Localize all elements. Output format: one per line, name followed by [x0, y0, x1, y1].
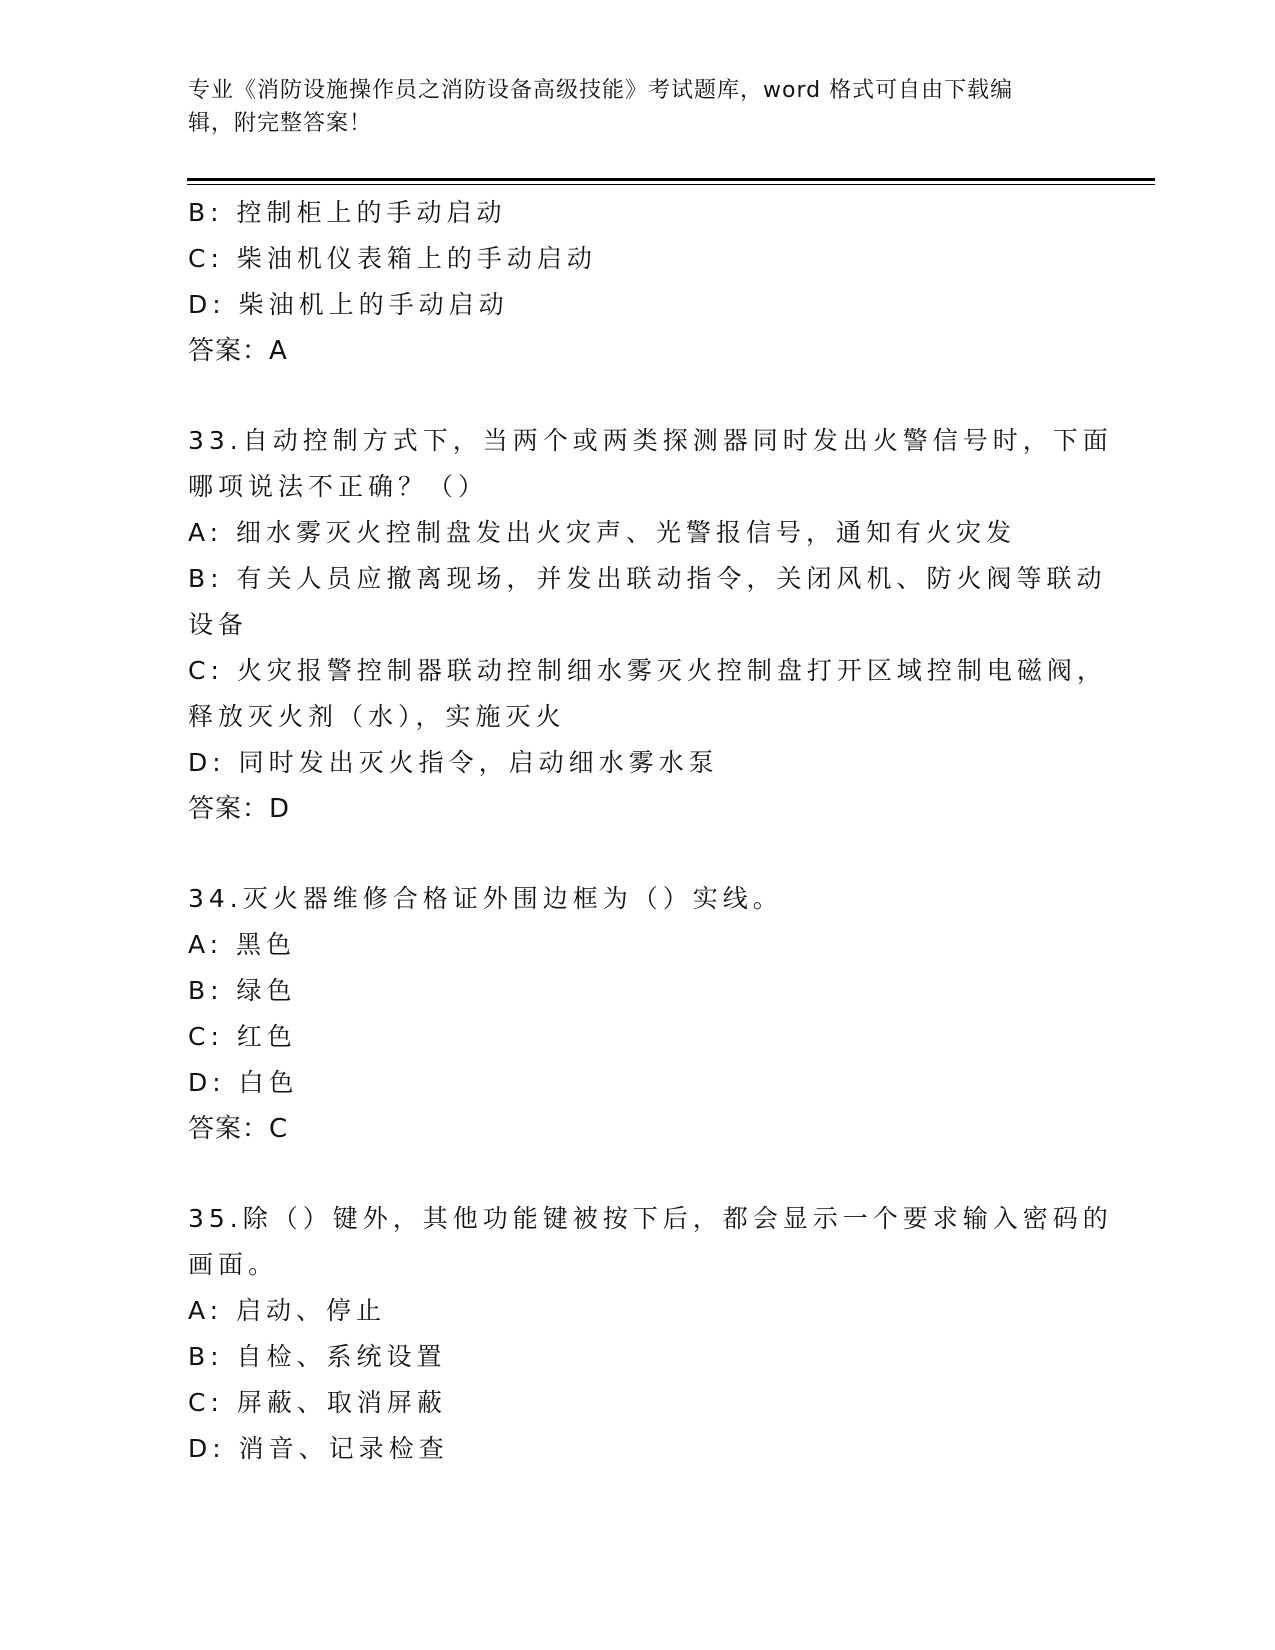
- question-stem-line-2: 哪项说法不正确？（）: [188, 472, 489, 501]
- option-d: D: 柴油机上的手动启动: [188, 290, 509, 319]
- option-a: A: 黑色: [188, 930, 297, 959]
- question-stem-line-2: 画面。: [188, 1250, 279, 1279]
- question-32-continued: [188, 190, 1088, 374]
- header-line-1: 专业《消防设施操作员之消防设备高级技能》考试题库，word 格式可自由下载编: [188, 78, 1014, 103]
- header-rule-thin: [187, 184, 1155, 185]
- option-d: D: 同时发出灭火指令，启动细水雾水泵: [188, 748, 719, 777]
- header-line-2: 辑，附完整答案！: [188, 111, 373, 136]
- question-spacer: [188, 832, 1088, 876]
- option-c: C: 屏蔽、取消屏蔽: [188, 1388, 447, 1417]
- option-d: D: 消音、记录检查: [188, 1434, 449, 1463]
- question-stem-line-1: 35.除（）键外，其他功能键被按下后，都会显示一个要求输入密码的: [188, 1204, 1113, 1233]
- option-a: A: 细水雾灭火控制盘发出火灾声、光警报信号，通知有火灾发: [188, 518, 1017, 547]
- question-spacer: [188, 1152, 1088, 1196]
- option-b: B: 绿色: [188, 976, 297, 1005]
- question-33: [188, 418, 1113, 832]
- option-d: D: 白色: [188, 1068, 299, 1097]
- option-b: B: 控制柜上的手动启动: [188, 198, 507, 227]
- question-35: [188, 1196, 1113, 1472]
- question-content: [188, 190, 1113, 1472]
- option-c: C: 红色: [188, 1022, 297, 1051]
- question-spacer: [188, 374, 1088, 418]
- option-c: C: 火灾报警控制器联动控制细水雾灭火控制盘打开区域控制电磁阀，: [188, 656, 1107, 685]
- option-b: B: 有关人员应撤离现场，并发出联动指令，关闭风机、防火阀等联动: [188, 564, 1107, 593]
- question-stem-line-1: 34.灭火器维修合格证外围边框为（）实线。: [188, 884, 783, 913]
- question-stem-line-1: 33.自动控制方式下，当两个或两类探测器同时发出火警信号时，下面: [188, 426, 1113, 455]
- answer-line: 答案：A: [188, 336, 288, 366]
- option-b: B: 自检、系统设置: [188, 1342, 447, 1371]
- header-rule-thick: [187, 178, 1155, 181]
- answer-line: 答案：C: [188, 1114, 289, 1144]
- option-c-continued: 释放灭火剂（水），实施灭火: [188, 702, 566, 731]
- document-header: [188, 74, 1088, 140]
- option-b-continued: 设备: [188, 610, 249, 639]
- option-c: C: 柴油机仪表箱上的手动启动: [188, 244, 597, 273]
- question-34: [188, 876, 1088, 1152]
- option-a: A: 启动、停止: [188, 1296, 387, 1325]
- answer-line: 答案：D: [188, 794, 291, 824]
